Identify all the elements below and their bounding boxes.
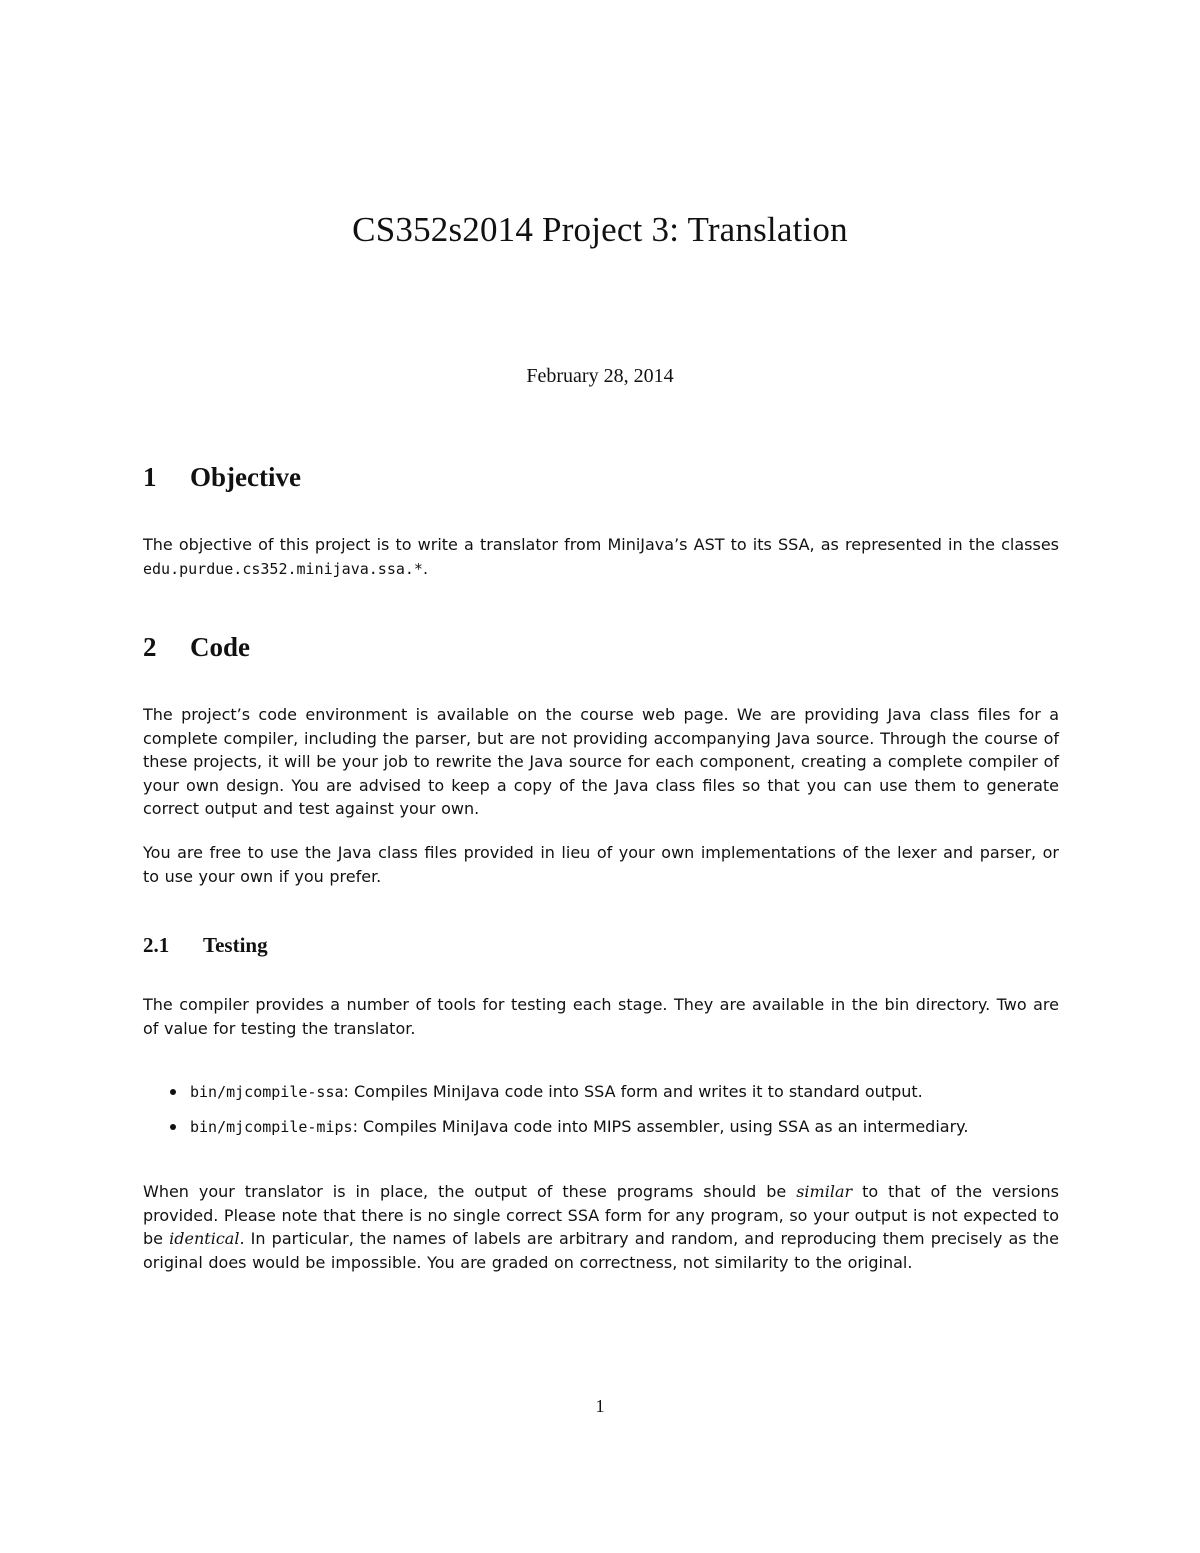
tool-description: : Compiles MiniJava code into MIPS assembler, using SSA as an intermediary. — [352, 1117, 969, 1136]
code-paragraph-1: The project’s code environment is available on the course web page. We are providing Java class files for a complete compiler, including the parser, but are not providing accompanying Java source. Through the course of these projects, it will be your job to rewrite the Java source for each component, creating a complete compiler of your own design. You are advised to keep a copy of the Java class files so that you can use them to generate correct output and test against your own. — [143, 705, 1059, 818]
objective-text-end: . — [422, 558, 429, 578]
list-item — [143, 1080, 1059, 1115]
subsection-title: Testing — [203, 933, 268, 957]
closing-emphasis-identical: identical — [169, 1229, 240, 1248]
tool-command: bin/mjcompile-ssa — [190, 1083, 344, 1101]
subsection-number: 2.1 — [143, 933, 170, 957]
tool-command: bin/mjcompile-mips — [190, 1118, 353, 1136]
section-heading-code — [143, 632, 250, 663]
section-title: Code — [190, 632, 250, 662]
tool-description: : Compiles MiniJava code into SSA form and writes it to standard output. — [343, 1082, 923, 1101]
closing-text: to that of the versions provided. Please note that there is no single correct SSA form for any program, so your output is not expected to be — [143, 1182, 1059, 1248]
closing-text: . In particular, the names of labels are arbitrary and random, and reproducing them precisely as the original does would be impossible. You are graded on correctness, not similarity to the original. — [143, 1229, 1060, 1272]
section-heading-objective — [143, 462, 301, 493]
page-number: 1 — [595, 1396, 605, 1416]
objective-text: The objective of this project is to write a translator from MiniJava’s AST to its SSA, as represented in the classes — [143, 535, 1059, 554]
bullet-icon — [170, 1124, 176, 1130]
document-title: CS352s2014 Project 3: Translation — [352, 210, 848, 249]
closing-text: When your translator is in place, the output of these programs should be — [143, 1182, 797, 1201]
testing-intro-paragraph: The compiler provides a number of tools for testing each stage. They are available in the bin directory. Two are of value for testing the translator. — [143, 995, 1059, 1038]
code-paragraph-2: You are free to use the Java class files provided in lieu of your own implementations of the lexer and parser, or to use your own if you prefer. — [143, 843, 1059, 886]
list-item — [143, 1115, 1059, 1150]
testing-tools-list — [143, 1080, 1059, 1150]
testing-closing-paragraph — [143, 1180, 1059, 1274]
section-number: 1 — [143, 462, 157, 492]
closing-emphasis-similar: similar — [796, 1182, 853, 1201]
subsection-heading-testing — [143, 933, 268, 958]
objective-paragraph — [143, 533, 1059, 581]
bullet-icon — [170, 1089, 176, 1095]
section-number: 2 — [143, 632, 157, 662]
document-date: February 28, 2014 — [526, 365, 674, 387]
section-title: Objective — [190, 462, 301, 492]
objective-package-code: edu.purdue.cs352.minijava.ssa.* — [143, 559, 423, 578]
